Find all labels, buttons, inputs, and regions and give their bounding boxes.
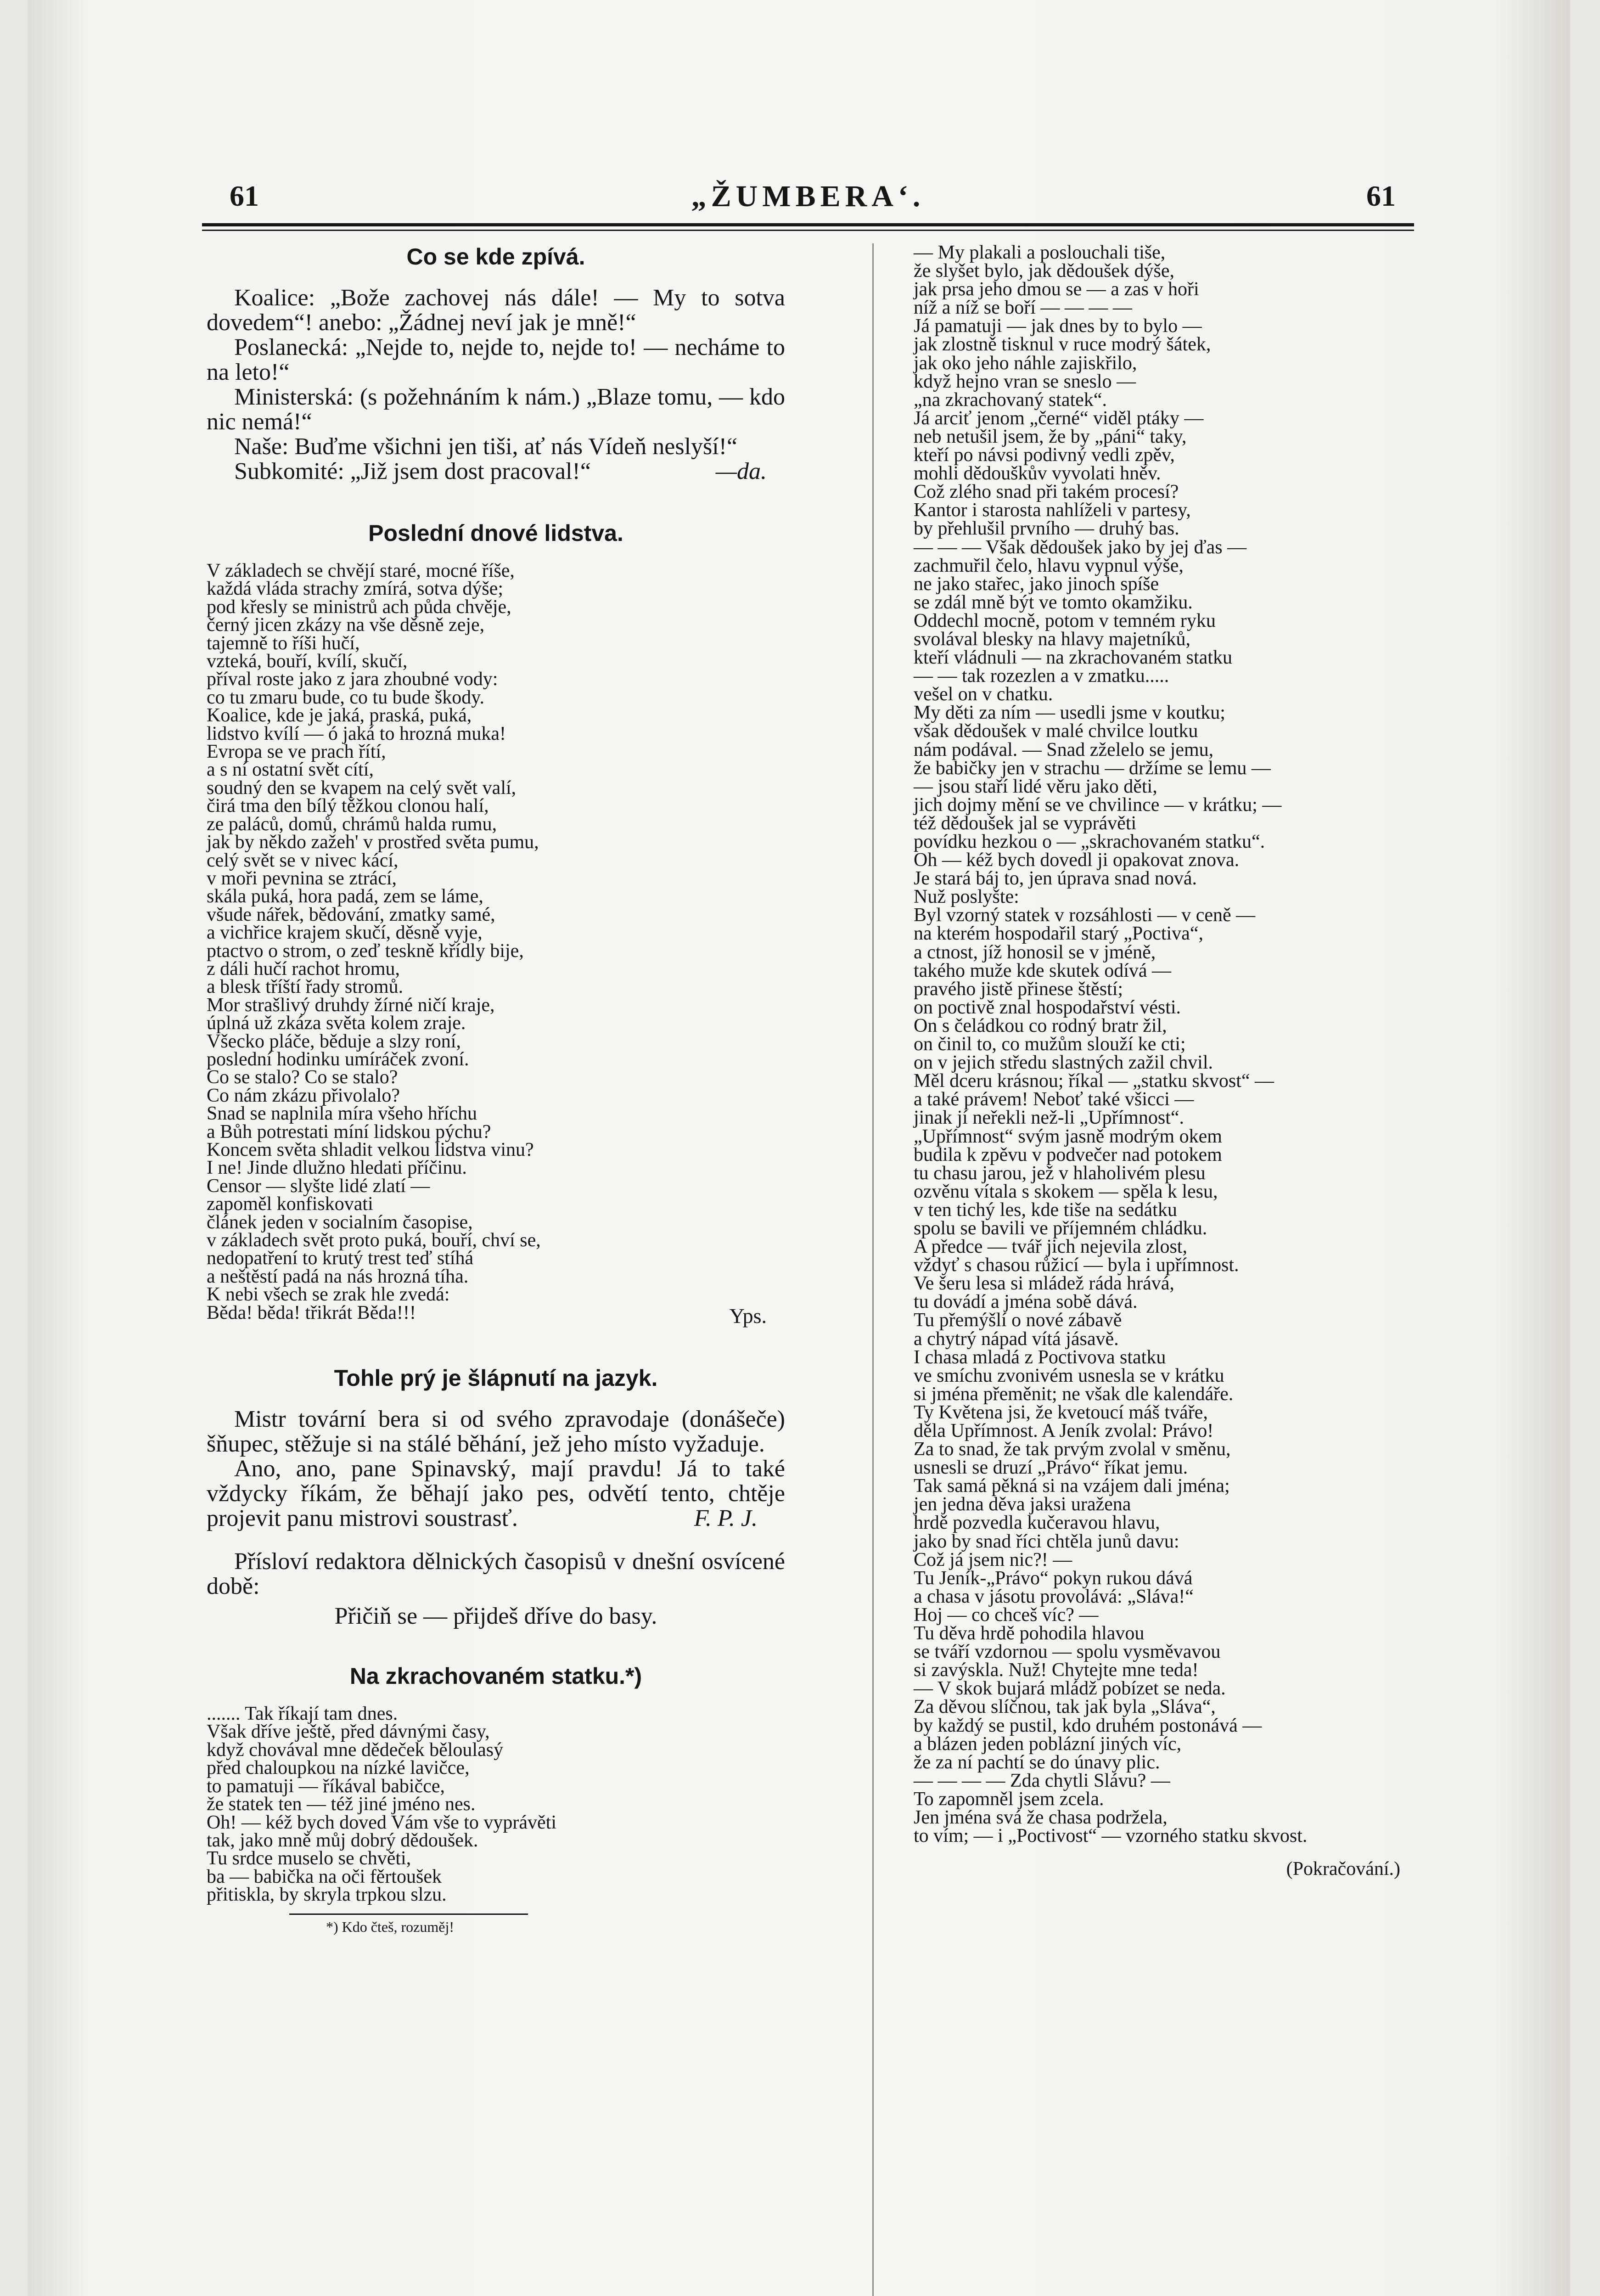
verse-line: kteří po návsi podivný vedli zpěv, bbox=[914, 445, 1175, 466]
verse-line: níž a níž se boří — — — — bbox=[914, 297, 1132, 319]
verse-line: zachmuřil čelo, hlavu vypnul výše, bbox=[914, 555, 1184, 576]
header-rule-thick bbox=[202, 223, 1414, 226]
verse-line: Ty Květena jsi, že kvetoucí máš tváře, bbox=[914, 1401, 1208, 1423]
verse-line: — — tak rozezlen a v zmatku..... bbox=[914, 665, 1169, 687]
verse-line: soudný den se kvapem na celý svět valí, bbox=[207, 777, 516, 799]
verse-line: Což já jsem nic?! — bbox=[914, 1549, 1072, 1570]
footnote-rule bbox=[289, 1913, 528, 1915]
paragraph: Subkomité: „Již jsem dost pracoval!“ bbox=[234, 458, 591, 484]
verse-line: Oh! — kéž bych doved Vám vše to vyprávěti bbox=[207, 1812, 557, 1833]
verse-line: a také právem! Neboť také všicci — bbox=[914, 1089, 1194, 1110]
verse-line: neb netušil jsem, že by „páni“ taky, bbox=[914, 426, 1187, 447]
verse-line: a vichřice krajem skučí, děsně vyje, bbox=[207, 922, 483, 944]
verse-line: jak zlostně tisknul v ruce modrý šátek, bbox=[914, 334, 1211, 355]
verse-line: Všecko pláče, běduje a slzy roní, bbox=[207, 1030, 461, 1052]
verse-line: úplná už zkáza světa kolem zraje. bbox=[207, 1013, 466, 1034]
verse-line: příval roste jako z jara zhoubné vody: bbox=[207, 669, 498, 690]
verse-line: Evropa se ve prach řítí, bbox=[207, 741, 386, 763]
verse-line: ....... Tak říkají tam dnes. bbox=[207, 1703, 398, 1725]
signature: F. P. J. bbox=[694, 1505, 758, 1532]
verse-line: též dědoušek jal se vyprávěti bbox=[914, 812, 1137, 834]
verse-line: co tu zmaru bude, co tu bude škody. bbox=[207, 687, 484, 708]
verse-line: tak, jako mně můj dobrý dědoušek. bbox=[207, 1829, 478, 1851]
verse-line: vešel on v chatku. bbox=[914, 684, 1053, 705]
verse-line: Však dříve ještě, před dávnými časy, bbox=[207, 1721, 490, 1743]
masthead-title: „ŽUMBERA‘. bbox=[691, 180, 925, 213]
verse-line: že statek ten — též jiné jméno nes. bbox=[207, 1794, 476, 1815]
verse-line: však dědoušek v malé chvilce loutku bbox=[914, 720, 1198, 742]
signature: Yps. bbox=[729, 1304, 767, 1328]
verse-line: že babičky jen v strachu — držíme se lemu — bbox=[914, 757, 1271, 779]
verse-line: Koalice, kde je jaká, praská, puká, bbox=[207, 705, 472, 726]
verse-line: povídku hezkou o — „skrachovaném statku“. bbox=[914, 831, 1265, 852]
verse-line: spolu se bavili ve příjemném chládku. bbox=[914, 1217, 1207, 1239]
verse-line: — My plakali a poslouchali tiše, bbox=[914, 242, 1166, 263]
verse-line: článek jeden v socialním časopise, bbox=[207, 1211, 473, 1233]
verse-line: ba — babička na oči fěrtoušek bbox=[207, 1866, 442, 1887]
verse-line: Snad se naplnila míra všeho hříchu bbox=[207, 1103, 477, 1125]
verse-line: Co nám zkázu přivolalo? bbox=[207, 1085, 400, 1106]
verse-line: že slyšet bylo, jak dědoušek dýše, bbox=[914, 260, 1175, 282]
verse-line: Já pamatuji — jak dnes by to bylo — bbox=[914, 315, 1202, 337]
verse-line: hrdě pozvedla kučeravou hlavu, bbox=[914, 1512, 1160, 1534]
verse-line: ze paláců, domů, chrámů halda rumu, bbox=[207, 813, 497, 835]
section-title-na-zkrachovanem-statku: Na zkrachovaném statku.*) bbox=[349, 1663, 642, 1689]
verse-line: Tu Jeník-„Právo“ pokyn rukou dává bbox=[914, 1567, 1193, 1589]
verse-line: I ne! Jinde dlužno hledati příčinu. bbox=[207, 1157, 467, 1179]
verse-line: když hejno vran se sneslo — bbox=[914, 371, 1136, 392]
verse-line: jich dojmy mění se ve chvilince — v krátku; — bbox=[914, 794, 1282, 816]
verse-line: K nebi všech se zrak hle zvedá: bbox=[207, 1284, 450, 1306]
verse-line: si zavýskla. Nuž! Chytejte mne teda! bbox=[914, 1660, 1199, 1681]
verse-line: všude nářek, bědování, zmatky samé, bbox=[207, 904, 495, 925]
verse-line: Byl vzorný statek v rozsáhlosti — v ceně — bbox=[914, 905, 1256, 926]
verse-line: se zdál mně být ve tomto okamžiku. bbox=[914, 591, 1193, 613]
verse-line: kteří vládnuli — na zkrachovaném statku bbox=[914, 647, 1232, 669]
verse-line: černý jicen zkázy na vše děsně zeje, bbox=[207, 614, 485, 636]
verse-line: Měl dceru krásnou; říkal — „statku skvost“ — bbox=[914, 1070, 1274, 1092]
verse-line: jinak jí neřekli než-li „Upřímnost“. bbox=[914, 1107, 1184, 1129]
verse-line: Tu děva hrdě pohodila hlavou bbox=[914, 1623, 1145, 1644]
verse-line: Je stará báj to, jen úprava snad nová. bbox=[914, 868, 1197, 889]
poem bbox=[207, 562, 785, 1322]
verse-line: čirá tma den bílý těžkou clonou halí, bbox=[207, 795, 489, 817]
footnote: *) Kdo čteš, rozuměj! bbox=[326, 1918, 455, 1935]
header-rule-thin bbox=[202, 230, 1414, 231]
verse-line: tajemně to říši hučí, bbox=[207, 632, 360, 654]
section-title-posledni-dnove-lidstva: Poslední dnové lidstva. bbox=[368, 520, 623, 546]
verse-line: — — — — Zda chytli Slávu? — bbox=[914, 1770, 1170, 1791]
verse-line: My děti za ním — usedli jsme v koutku; bbox=[914, 702, 1225, 724]
verse-line: Hoj — co chceš víc? — bbox=[914, 1604, 1099, 1626]
verse-line: To zapomněl jsem zcela. bbox=[914, 1788, 1104, 1810]
verse-line: skála puká, hora padá, zem se láme, bbox=[207, 886, 483, 907]
verse-line: „na zkrachovaný statek“. bbox=[914, 389, 1107, 411]
verse-line: ozvěnu vítala s skokem — spěla k lesu, bbox=[914, 1181, 1218, 1202]
verse-line: když chovával mne dědeček běloulasý bbox=[207, 1739, 504, 1761]
verse-line: Běda! běda! třikrát Běda!!! bbox=[207, 1302, 416, 1323]
paragraph: Mistr tovární bera si od svého zpravodaje (donášeče) šňupec, stěžuje si na stálé běhání, jež jeho místo vyžaduje. bbox=[207, 1406, 785, 1458]
paragraph: Ano, ano, pane Spinavský, mají pravdu! Já to také vždycky říkám, že běhají jako pes, odvětí tento, chtěje projevit panu mistrovi soustrasť. bbox=[207, 1456, 785, 1532]
verse-line: nám podával. — Snad zželelo se jemu, bbox=[914, 739, 1214, 760]
verse-line: by každý se pustil, kdo druhém postonává — bbox=[914, 1715, 1262, 1736]
verse-line: v moři pevnina se ztrácí, bbox=[207, 867, 397, 889]
verse-line: usnesli se druzí „Právo“ říkat jemu. bbox=[914, 1457, 1188, 1479]
verse-line: svolával blesky na hlavy majetníků, bbox=[914, 628, 1191, 650]
left-column bbox=[207, 243, 785, 1936]
verse-line: jen jedna děva jaksi uražena bbox=[914, 1494, 1131, 1515]
verse-line: Nuž poslyšte: bbox=[914, 886, 1019, 908]
verse-line: Což zlého snad při takém procesí? bbox=[914, 481, 1179, 503]
verse-line: Jen jména svá že chasa podržela, bbox=[914, 1806, 1168, 1828]
verse-line: zapoměl konfiskovati bbox=[207, 1193, 373, 1215]
verse-line: děla Upřímnost. A Jeník zvolal: Právo! bbox=[914, 1420, 1214, 1441]
paragraph: Ministerská: (s požehnáním k nám.) „Blaze tomu, — kdo nic nemá!“ bbox=[207, 384, 785, 435]
verse-line: a blesk tříští řady stromů. bbox=[207, 976, 404, 998]
verse-line: tu chasu jarou, jež v hlaholivém plesu bbox=[914, 1162, 1206, 1184]
verse-line: I chasa mladá z Poctivova statku bbox=[914, 1346, 1166, 1368]
verse-line: v ten tichý les, kde tiše na sedátku bbox=[914, 1199, 1177, 1221]
verse-line: z dáli hučí rachot hromu, bbox=[207, 958, 400, 979]
paragraph: Poslanecká: „Nejde to, nejde to, nejde to! — necháme to na leto!“ bbox=[207, 334, 785, 385]
verse-line: mohli dědouškův vyvolati hněv. bbox=[914, 463, 1161, 484]
paragraph: Koalice: „Bože zachovej nás dále! — My to sotva dovedem“! anebo: „Žádnej neví jak je mně!“ bbox=[207, 285, 785, 336]
signature: —da. bbox=[715, 458, 767, 484]
verse-line: na kterém hospodařil starý „Poctiva“, bbox=[914, 923, 1203, 945]
verse-line: Kantor i starosta nahlíželi v partesy, bbox=[914, 500, 1191, 521]
verse-line: a s ní ostatní svět cítí, bbox=[207, 759, 374, 781]
verse-line: ptactvo o strom, o zeď teskně křídly bije, bbox=[207, 940, 524, 962]
poem-continued bbox=[914, 243, 1492, 1845]
verse-line: jako by snad říci chtěla junů davu: bbox=[914, 1531, 1179, 1552]
verse-line: celý svět se v nivec kácí, bbox=[207, 850, 399, 871]
verse-line: vzteká, bouří, kvílí, skučí, bbox=[207, 651, 408, 672]
verse-line: každá vláda strachy zmírá, sotva dýše; bbox=[207, 578, 504, 600]
verse-line: poslední hodinku umíráček zvoní. bbox=[207, 1048, 469, 1070]
verse-line: On s čeládkou co rodný bratr žil, bbox=[914, 1015, 1167, 1036]
verse-line: pod křesly se ministrů ach půda chvěje, bbox=[207, 596, 511, 618]
verse-line: nedopatření to krutý trest teď stíhá bbox=[207, 1248, 474, 1269]
verse-line: Tu přemýšlí o nové zábavě bbox=[914, 1310, 1122, 1331]
verse-line: a ctnost, jíž honosil se v jméně, bbox=[914, 941, 1156, 963]
verse-line: pravého jistě přinese štěstí; bbox=[914, 978, 1123, 1000]
column-divider bbox=[872, 243, 874, 2296]
verse-line: jak by někdo zažeh' v prostřed světa pumu, bbox=[207, 832, 539, 853]
verse-line: lidstvo kvílí — ó jaká to hrozná muka! bbox=[207, 723, 506, 744]
verse-line: by přehlušil prvního — druhý bas. bbox=[914, 518, 1179, 540]
verse-line: A předce — tvář jich nejevila zlost, bbox=[914, 1236, 1187, 1258]
verse-line: že za ní pachtí se do únavy plic. bbox=[914, 1751, 1160, 1773]
verse-line: vždyť s chasou růžicí — byla i upřímnost. bbox=[914, 1255, 1239, 1276]
verse-line: a neštěstí padá na nás hrozná tíha. bbox=[207, 1266, 469, 1287]
verse-line: ve smíchu zvonivém usnesla se v krátku bbox=[914, 1365, 1224, 1386]
verse-line: jak oko jeho náhle zajiskřilo, bbox=[914, 352, 1137, 374]
verse-line: Oddechl mocně, potom v temném ryku bbox=[914, 610, 1216, 631]
page-number-left: 61 bbox=[230, 180, 259, 212]
verse-line: to pamatuji — říkával babičce, bbox=[207, 1775, 445, 1797]
verse-line: V základech se chvějí staré, mocné říše, bbox=[207, 560, 515, 581]
verse-line: — jsou staří lidé věru jako děti, bbox=[914, 776, 1157, 797]
verse-line: před chaloupkou na nízké lavičce, bbox=[207, 1757, 470, 1779]
verse-line: budila k zpěvu v podvečer nad potokem bbox=[914, 1144, 1222, 1165]
section-title-co-se-kde-zpiva: Co se kde zpívá. bbox=[406, 244, 585, 270]
verse-line: to vím; — i „Poctivost“ — vzorného statku skvost. bbox=[914, 1825, 1308, 1847]
right-column bbox=[914, 243, 1492, 1880]
verse-line: Za děvou slíčnou, tak jak byla „Sláva“, bbox=[914, 1696, 1216, 1718]
verse-line: — — — Však dědoušek jako by jej ďas — bbox=[914, 536, 1247, 558]
verse-line: si jména přeměnit; ne však dle kalendáře. bbox=[914, 1383, 1234, 1405]
verse-line: Censor — slyšte lidé zlatí — bbox=[207, 1175, 430, 1197]
verse-line: on v jejich středu slastných zažil chvil. bbox=[914, 1052, 1213, 1074]
verse-line: Ve šeru lesa si mládež ráda hrává, bbox=[914, 1273, 1174, 1294]
verse-line: takého muže kde skutek odívá — bbox=[914, 960, 1172, 981]
verse-line: on poctivě znal hospodařství vésti. bbox=[914, 996, 1181, 1018]
paragraph: Naše: Buďme všichni jen tiši, ať nás Vídeň neslyší!“ bbox=[234, 433, 738, 460]
verse-line: „Upřímnost“ svým jasně modrým okem bbox=[914, 1125, 1222, 1147]
verse-line: přitiskla, by skryla trpkou slzu. bbox=[207, 1884, 447, 1906]
proverb: Přičiň se — přijdeš dříve do basy. bbox=[334, 1603, 657, 1630]
verse-line: — V skok bujará mládž pobízet se neda. bbox=[914, 1678, 1226, 1699]
verse-line: v základech svět proto puká, bouří, chví se, bbox=[207, 1230, 541, 1251]
verse-line: a blázen jeden poblázní jiných víc, bbox=[914, 1733, 1182, 1755]
verse-line: Oh — kéž bych dovedl ji opakovat znova. bbox=[914, 850, 1240, 871]
verse-line: on činil to, co mužům slouží ke cti; bbox=[914, 1034, 1186, 1055]
verse-line: ne jako stařec, jako jinoch spíše bbox=[914, 573, 1159, 595]
verse-line: Tak samá pěkná si na vzájem dali jména; bbox=[914, 1475, 1230, 1497]
verse-line: Co se stalo? Co se stalo? bbox=[207, 1067, 398, 1088]
verse-line: a chasa v jásotu provolává: „Sláva!“ bbox=[914, 1586, 1194, 1607]
verse-line: tu dovádí a jména sobě dává. bbox=[914, 1291, 1138, 1313]
verse-line: Mor strašlivý druhdy žírné ničí kraje, bbox=[207, 994, 495, 1016]
poem bbox=[207, 1705, 785, 1904]
paragraph: Přísloví redaktora dělnických časopisů v dnešní osvícené době: bbox=[207, 1548, 785, 1600]
continued-note: (Pokračování.) bbox=[1286, 1858, 1400, 1880]
verse-line: jak prsa jeho dmou se — a zas v hoři bbox=[914, 279, 1199, 300]
verse-line: Já arciť jenom „černé“ viděl ptáky — bbox=[914, 407, 1204, 429]
page-number-right: 61 bbox=[1366, 180, 1396, 212]
page-header bbox=[202, 179, 1414, 220]
verse-line: se tváří vzdornou — spolu vysměvavou bbox=[914, 1641, 1221, 1663]
verse-line: a chytrý nápad vítá jásavě. bbox=[914, 1328, 1119, 1350]
verse-line: a Bůh potrestati míní lidskou pýchu? bbox=[207, 1121, 491, 1142]
section-title-slapnuti-na-jazyk: Tohle prý je šlápnutí na jazyk. bbox=[334, 1365, 658, 1391]
verse-line: Koncem světa shladit velkou lidstva vinu? bbox=[207, 1139, 534, 1160]
verse-line: Za to snad, že tak prvým zvolal v směnu, bbox=[914, 1439, 1231, 1460]
verse-line: Tu srdce muselo se chvěti, bbox=[207, 1848, 411, 1869]
